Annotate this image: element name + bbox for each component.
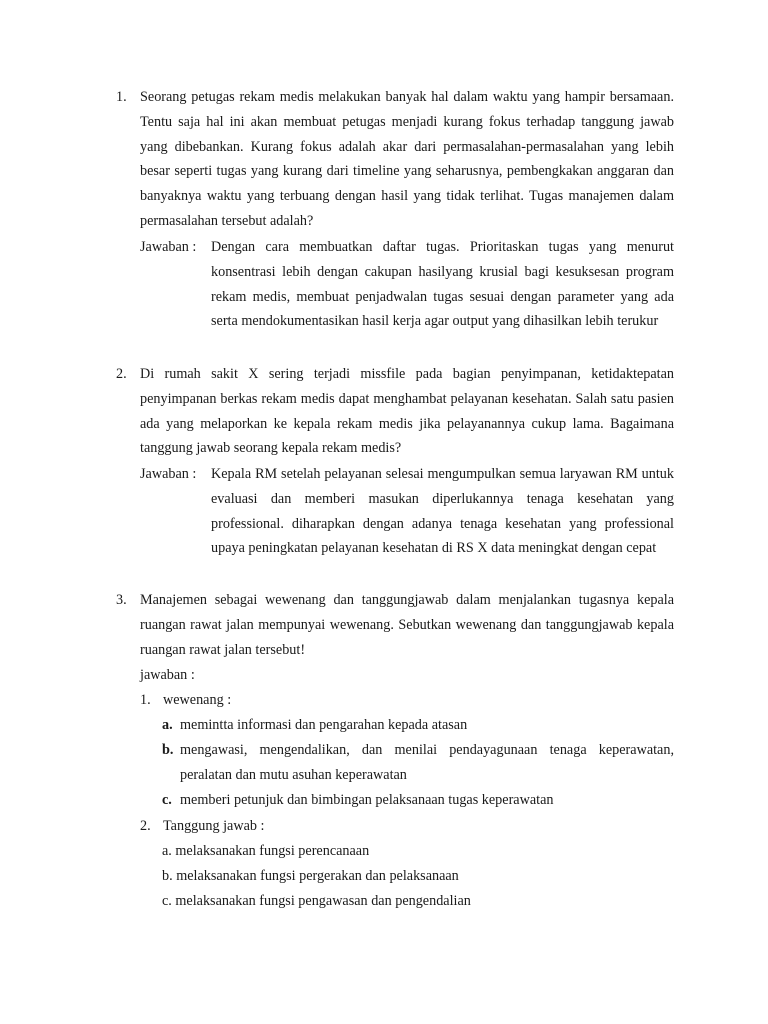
question-2-number: 2.	[116, 366, 127, 382]
answer-3-label: jawaban :	[140, 667, 195, 683]
answer-2-label: Jawaban :	[140, 466, 197, 482]
question-1-text: Seorang petugas rekam medis melakukan banyak hal dalam waktu yang hampir bersamaan. Tentu saja hal ini akan membuat petugas menjadi kurang fokus terhadap tanggung jawab yang dibebankan. Kurang fokus adalah akar dari permasalahan-permasalahan yang lebih besar seperti tugas yang kurang dari timeline yang seharusnya, pembengkakan anggaran dan banyaknya waktu yang terbuang dengan hasil yang tidak terlihat. Tugas manajemen dalam permasalahan tersebut adalah?	[140, 89, 674, 229]
wewenang-item-a-text: memintta informasi dan pengarahan kepada atasan	[180, 717, 468, 733]
answer-2-text: Kepala RM setelah pelayanan selesai mengumpulkan semua laryawan RM untuk evaluasi dan memberi masukan diperlukannya tenaga kesehatan yang professional. diharapkan dengan adanya tenaga kesehatan yang professional upaya peningkatan pelayanan kesehatan di RS X data meningkat dengan cepat	[211, 466, 674, 557]
question-3-number: 3.	[116, 592, 127, 608]
answer-1-text: Dengan cara membuatkan daftar tugas. Prioritaskan tugas yang menurut konsentrasi lebih dengan cakupan hasilyang krusial bagi kesuksesan program rekam medis, membuat penjadwalan tugas sesuai dengan parameter yang ada serta mendokumentasikan hasil kerja agar output yang dihasilkan lebih terukur	[211, 239, 674, 330]
tanggung-jawab-item-c: c. melaksanakan fungsi pengawasan dan pengendalian	[162, 893, 471, 909]
section-1-title: wewenang :	[163, 692, 232, 708]
section-2-number: 2.	[140, 818, 151, 834]
tanggung-jawab-item-b: b. melaksanakan fungsi pergerakan dan pelaksanaan	[162, 868, 459, 884]
wewenang-item-a-label: a.	[162, 717, 173, 733]
wewenang-item-b-text-cont: peralatan dan mutu asuhan keperawatan	[180, 767, 407, 783]
section-2-title: Tanggung jawab :	[163, 818, 265, 834]
question-1-number: 1.	[116, 89, 127, 105]
wewenang-item-b-label: b.	[162, 742, 174, 758]
section-1-number: 1.	[140, 692, 151, 708]
question-3-text: Manajemen sebagai wewenang dan tanggungjawab dalam menjalankan tugasnya kepala ruangan rawat jalan mempunyai wewenang. Sebutkan wewenang dan tanggungjawab kepala ruangan rawat jalan tersebut!	[140, 592, 674, 658]
wewenang-item-c-label: c.	[162, 792, 172, 808]
tanggung-jawab-item-a: a. melaksanakan fungsi perencanaan	[162, 843, 370, 859]
wewenang-item-b-text: mengawasi, mengendalikan, dan menilai pendayagunaan tenaga keperawatan,	[180, 742, 674, 758]
answer-1-label: Jawaban :	[140, 239, 197, 255]
question-2-text: Di rumah sakit X sering terjadi missfile pada bagian penyimpanan, ketidaktepatan penyimpanan berkas rekam medis dapat menghambat pelayanan kesehatan. Salah satu pasien ada yang melaporkan ke kepala rekam medis jika pelayanannya cukup lama. Bagaimana tanggung jawab seorang kepala rekam medis?	[140, 366, 674, 457]
wewenang-item-c-text: memberi petunjuk dan bimbingan pelaksanaan tugas keperawatan	[180, 792, 554, 808]
